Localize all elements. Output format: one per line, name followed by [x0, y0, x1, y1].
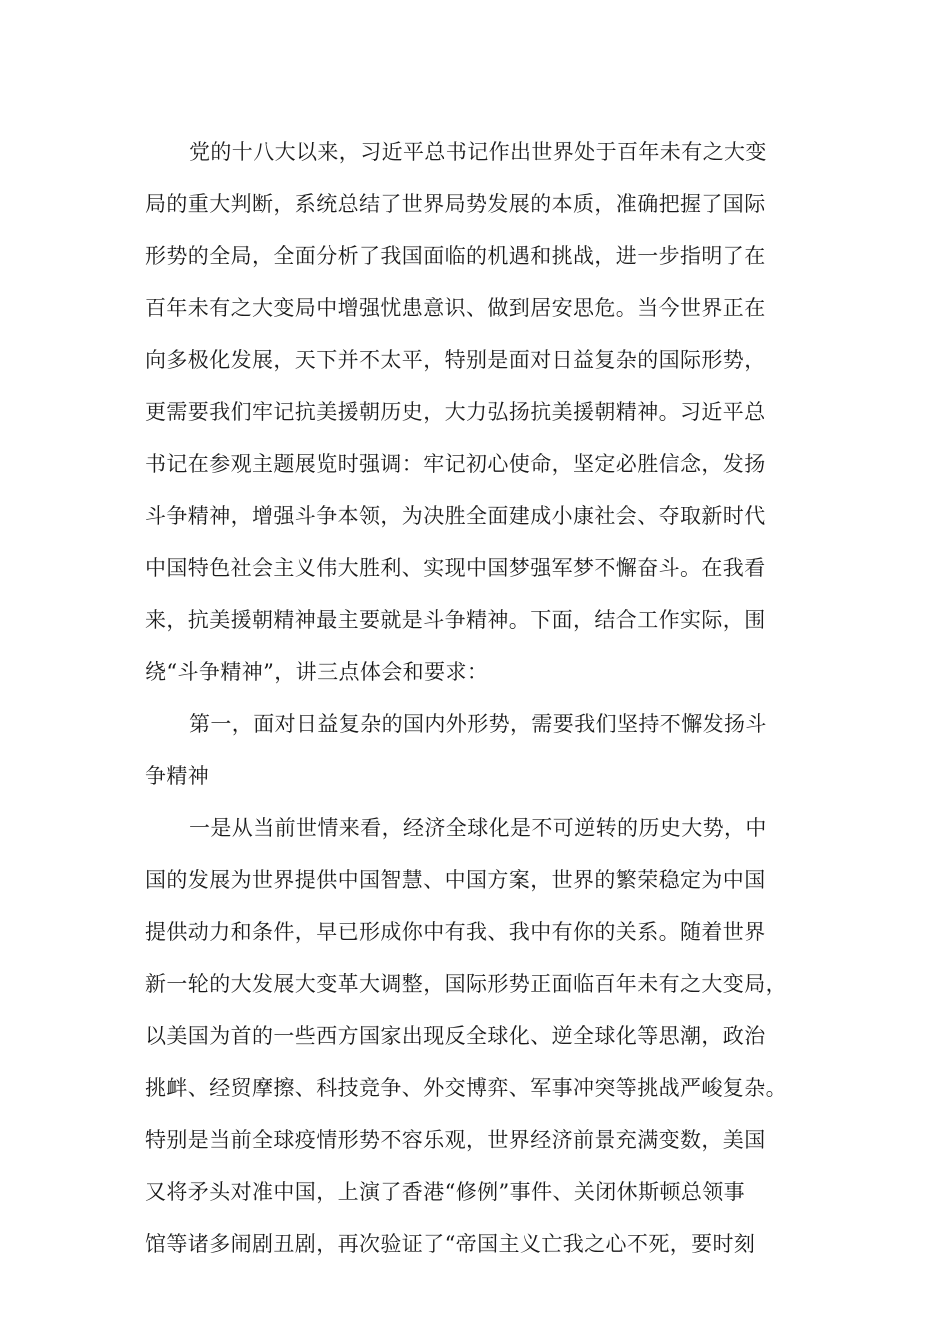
document-body	[145, 126, 805, 1270]
text-line: 百年未有之大变局中增强忧患意识、做到居安思危。当今世界正在	[145, 296, 766, 320]
text-line: 形势的全局，全面分析了我国面临的机遇和挑战，进一步指明了在	[145, 244, 766, 268]
text-line: 更需要我们牢记抗美援朝历史，大力弘扬抗美援朝精神。习近平总	[145, 400, 766, 424]
text-line: 提供动力和条件，早已形成你中有我、我中有你的关系。随着世界	[145, 920, 766, 944]
text-line: 国的发展为世界提供中国智慧、中国方案，世界的繁荣稳定为中国	[145, 868, 766, 892]
text-line: 一是从当前世情来看，经济全球化是不可逆转的历史大势，中	[189, 816, 767, 840]
text-line: 新一轮的大发展大变革大调整，国际形势正面临百年未有之大变局，	[145, 972, 787, 996]
text-line: 向多极化发展，天下并不太平，特别是面对日益复杂的国际形势，	[145, 348, 766, 372]
text-line: 党的十八大以来，习近平总书记作出世界处于百年未有之大变	[189, 140, 767, 164]
text-line: 来，抗美援朝精神最主要就是斗争精神。下面，结合工作实际，围	[145, 608, 766, 632]
text-line: 又将矛头对准中国，上演了香港“修例”事件、关闭休斯顿总领事	[145, 1180, 746, 1204]
text-line: 书记在参观主题展览时强调：牢记初心使命，坚定必胜信念，发扬	[145, 452, 766, 476]
text-line: 馆等诸多闹剧丑剧，再次验证了“帝国主义亡我之心不死，要时刻	[145, 1232, 756, 1256]
text-line: 特别是当前全球疫情形势不容乐观，世界经济前景充满变数，美国	[145, 1128, 766, 1152]
text-line: 绕“斗争精神”，讲三点体会和要求：	[145, 660, 489, 684]
section-heading-line: 争精神	[145, 764, 210, 788]
text-line: 斗争精神，增强斗争本领，为决胜全面建成小康社会、夺取新时代	[145, 504, 766, 528]
text-line: 挑衅、经贸摩擦、科技竞争、外交博弈、军事冲突等挑战严峻复杂。	[145, 1076, 787, 1100]
section-heading-line: 第一，面对日益复杂的国内外形势，需要我们坚持不懈发扬斗	[189, 712, 767, 736]
text-line: 中国特色社会主义伟大胜利、实现中国梦强军梦不懈奋斗。在我看	[145, 556, 766, 580]
text-line: 以美国为首的一些西方国家出现反全球化、逆全球化等思潮，政治	[145, 1024, 766, 1048]
text-line: 局的重大判断，系统总结了世界局势发展的本质，准确把握了国际	[145, 192, 766, 216]
